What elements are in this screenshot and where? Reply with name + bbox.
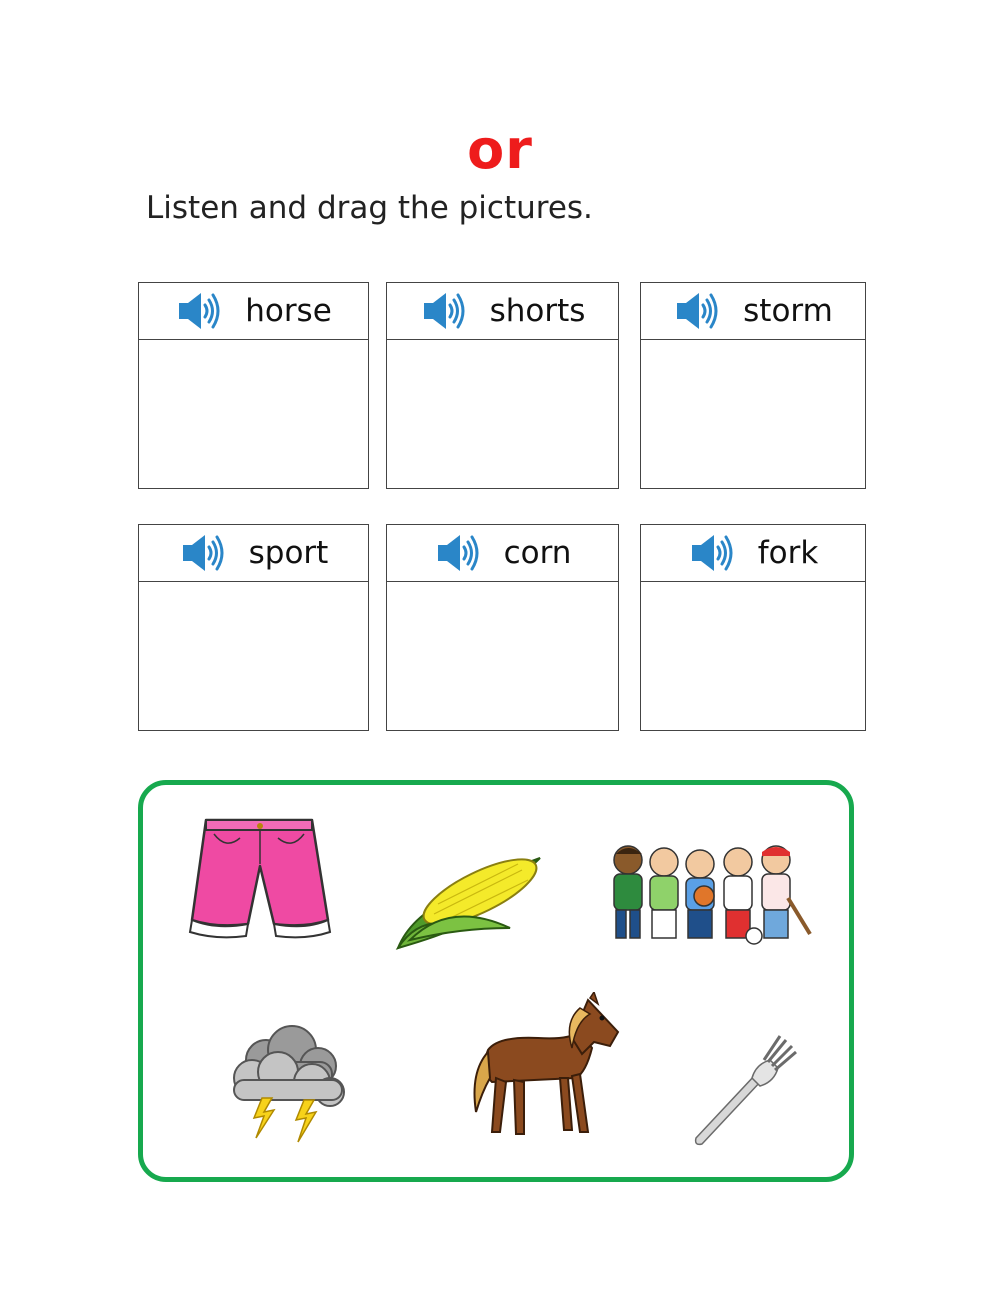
kids-sport-picture[interactable] (604, 842, 812, 946)
drop-zone-storm[interactable] (641, 340, 865, 488)
speaker-icon[interactable] (179, 530, 225, 576)
page-title: or (467, 118, 533, 181)
word-box-corn (386, 524, 619, 731)
speaker-icon[interactable] (434, 530, 480, 576)
storm-cloud-picture[interactable] (226, 1022, 348, 1146)
word-label-horse: horse (245, 293, 332, 329)
corn-picture[interactable] (390, 848, 548, 954)
word-label-sport: sport (248, 535, 329, 571)
word-box-header (139, 283, 368, 340)
word-box-header (139, 525, 368, 582)
drop-zone-horse[interactable] (139, 340, 368, 488)
word-box-header (387, 525, 618, 582)
drop-zone-fork[interactable] (641, 582, 865, 730)
speaker-icon[interactable] (673, 288, 719, 334)
speaker-icon[interactable] (688, 530, 734, 576)
word-label-fork: fork (757, 535, 819, 571)
horse-picture[interactable] (468, 992, 624, 1146)
drop-zone-shorts[interactable] (387, 340, 618, 488)
word-label-storm: storm (743, 293, 833, 329)
word-label-corn: corn (503, 535, 572, 571)
speaker-icon[interactable] (175, 288, 221, 334)
fork-picture[interactable] (686, 1034, 800, 1148)
word-box-sport (138, 524, 369, 731)
word-box-header (387, 283, 618, 340)
instructions-text: Listen and drag the pictures. (146, 190, 593, 226)
word-box-header (641, 525, 865, 582)
word-box-storm (640, 282, 866, 489)
word-box-header (641, 283, 865, 340)
word-label-shorts: shorts (489, 293, 586, 329)
drop-zone-sport[interactable] (139, 582, 368, 730)
word-box-shorts (386, 282, 619, 489)
shorts-picture[interactable] (186, 816, 332, 940)
word-box-horse (138, 282, 369, 489)
drop-zone-corn[interactable] (387, 582, 618, 730)
word-box-fork (640, 524, 866, 731)
speaker-icon[interactable] (420, 288, 466, 334)
